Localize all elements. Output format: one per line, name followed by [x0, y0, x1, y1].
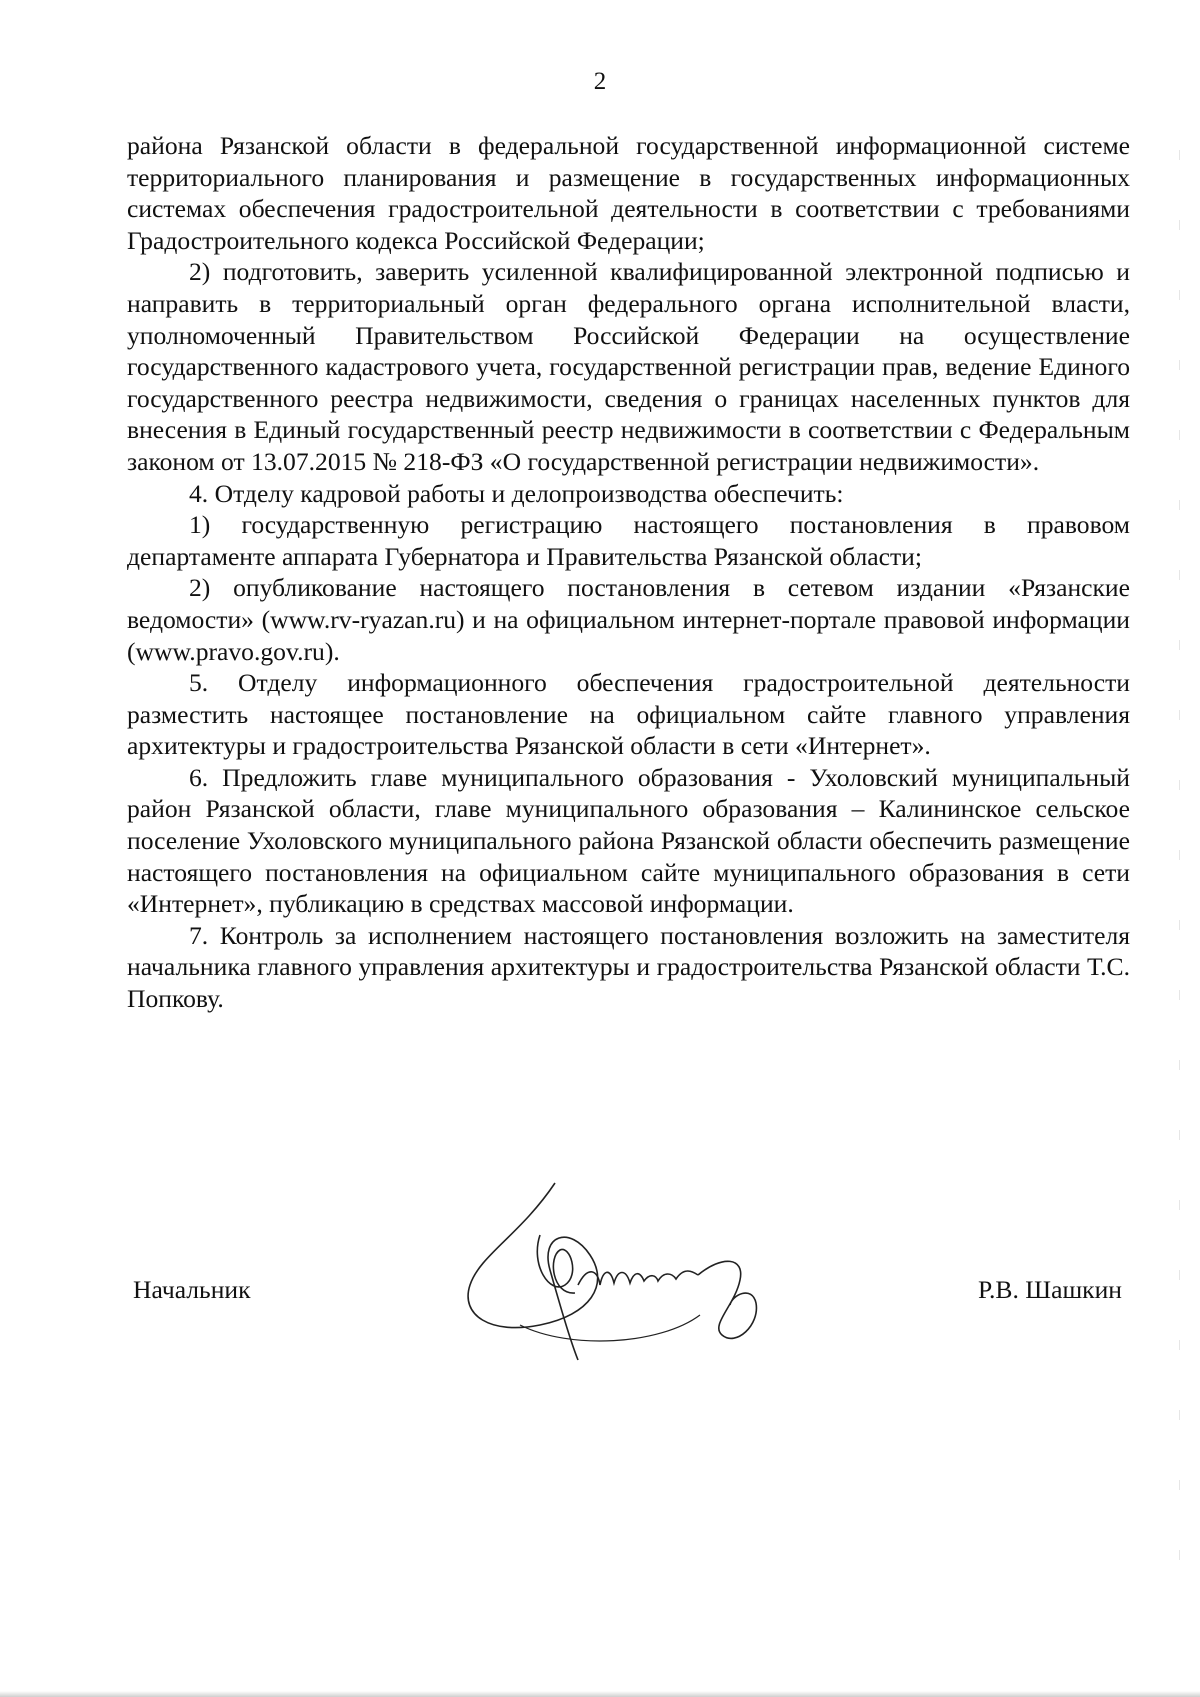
paragraph-4-item-2: 2) опубликование настоящего постановления в сетевом издании «Рязанские ведомости» (www.rv-ryazan.ru) и на официальном интернет-портале правовой информации (www.pravo.gov.ru). [127, 573, 1130, 666]
scan-edge-right [1179, 90, 1180, 1590]
paragraph-4-item-1: 1) государственную регистрацию настоящего постановления в правовом департаменте аппарата Губернатора и Правительства Рязанской области; [127, 510, 1130, 571]
handwritten-signature [460, 1175, 820, 1365]
paragraph-5: 5. Отделу информационного обеспечения градостроительной деятельности разместить настоящее постановление на официальном сайте главного управления архитектуры и градостроительства Рязанской области в сети «Интернет». [127, 668, 1130, 761]
paragraph-4-heading: 4. Отделу кадровой работы и делопроизводства обеспечить: [189, 478, 844, 508]
page-number: 2 [593, 68, 607, 95]
scan-edge-bottom [0, 1691, 1200, 1697]
signatory-title: Начальник [133, 1275, 251, 1304]
paragraph-continuation: района Рязанской области в федеральной государственной информационной системе территориального планирования и размещение в государственных информационных системах обеспечения градостроительной деятельности в соответствии с требованиями Градостроительного кодекса Российской Федерации; [127, 131, 1130, 255]
paragraph-6: 6. Предложить главе муниципального образования - Ухоловский муниципальный район Рязанской области, главе муниципального образования – Калининское сельское поселение Ухоловского муниципального района Рязанской области обеспечить размещение настоящего постановления на официальном сайте муниципального образования в сети «Интернет», публикацию в средствах массовой информации. [127, 762, 1130, 919]
paragraph-7: 7. Контроль за исполнением настоящего постановления возложить на заместителя начальника главного управления архитектуры и градостроительства Рязанской области Т.С. Попкову. [127, 920, 1130, 1014]
paragraph-item-2-registry: 2) подготовить, заверить усиленной квалифицированной электронной подписью и направить в территориальный орган федерального органа исполнительной власти, уполномоченный Правительством Российской Федерации на осуществление государственного кадастрового учета, государственной регистрации прав, ведение Единого государственного реестра недвижимости, сведения о границах населенных пунктов для внесения в Единый государственный реестр недвижимости в соответствии с Федеральным законом от 13.07.2015 № 218-ФЗ «О государственной регистрации недвижимости». [127, 257, 1130, 476]
signatory-name: Р.В. Шашкин [977, 1275, 1122, 1304]
document-body [127, 130, 1130, 1015]
